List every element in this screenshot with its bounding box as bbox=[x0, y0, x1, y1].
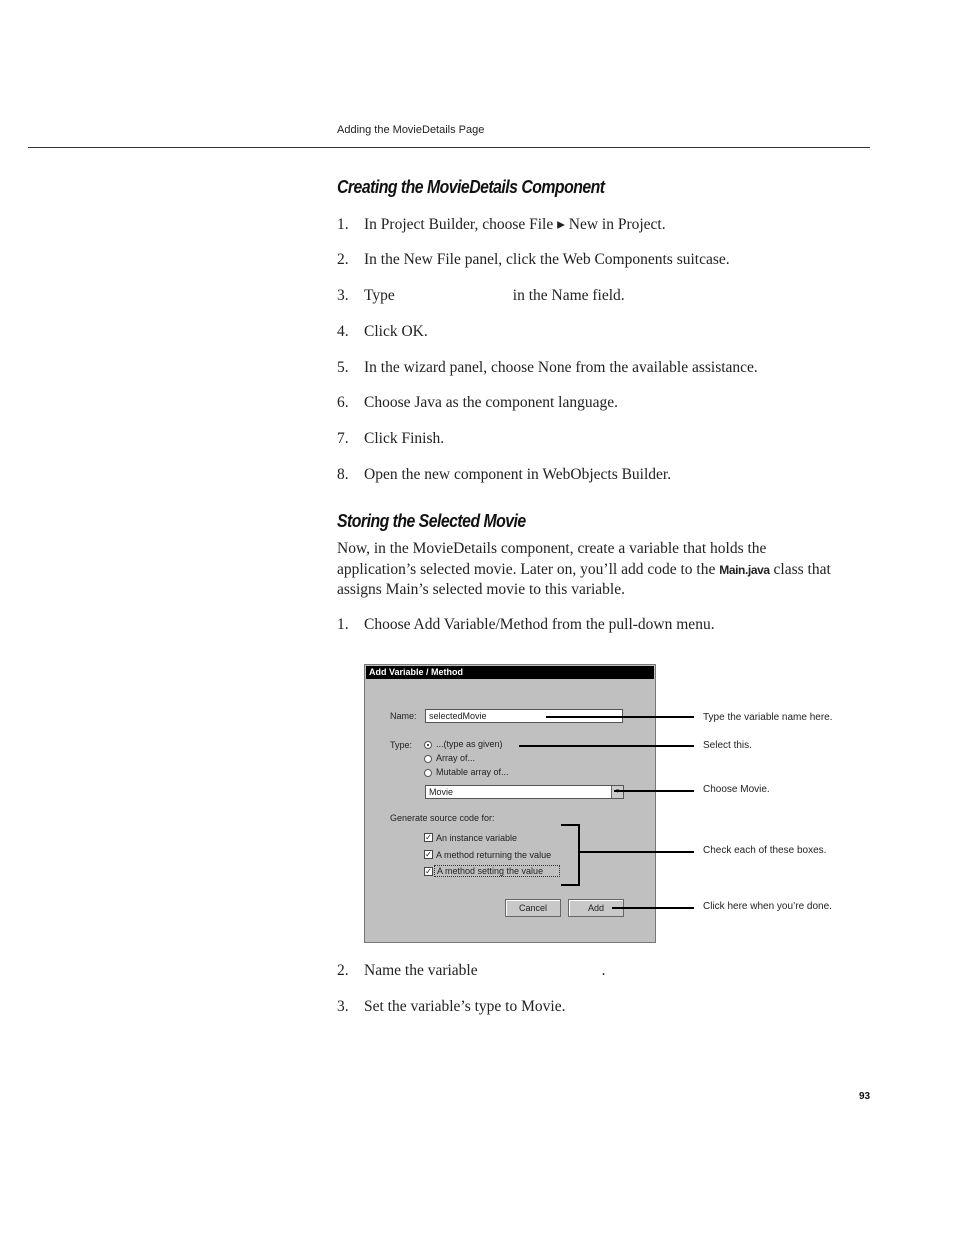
checkbox-method-returning-label: A method returning the value bbox=[436, 850, 552, 860]
add-variable-dialog bbox=[364, 664, 656, 943]
storing-step-2 bbox=[337, 962, 605, 980]
step-text: In Project Builder, choose File ▸ New in Project. bbox=[364, 216, 666, 233]
step-number: 2. bbox=[337, 962, 349, 979]
step-5 bbox=[337, 359, 758, 377]
step-text-name: Name the variable bbox=[364, 962, 478, 979]
header-rule bbox=[28, 147, 870, 148]
step-number: 2. bbox=[337, 251, 349, 268]
callout-select: Select this. bbox=[703, 740, 752, 751]
generate-label: Generate source code for: bbox=[390, 813, 495, 823]
step-number: 1. bbox=[337, 616, 349, 633]
callout-boxes: Check each of these boxes. bbox=[703, 845, 827, 856]
step-text-period: . bbox=[601, 962, 606, 979]
callout-line-name bbox=[546, 716, 694, 718]
step-text: Open the new component in WebObjects Builder. bbox=[364, 466, 672, 483]
name-input[interactable]: selectedMovie bbox=[425, 709, 623, 723]
storing-step-1 bbox=[337, 616, 715, 634]
step-number: 3. bbox=[337, 998, 349, 1015]
step-number: 7. bbox=[337, 430, 349, 447]
running-head: Adding the MovieDetails Page bbox=[337, 124, 485, 136]
checkbox-instance-variable-label: An instance variable bbox=[436, 833, 518, 843]
step-number: 8. bbox=[337, 466, 349, 483]
type-label: Type: bbox=[390, 740, 413, 750]
radio-array-of-label: Array of... bbox=[436, 753, 476, 763]
para-text-b: class that assigns Main’s selected movie to this variable. bbox=[337, 560, 831, 598]
step-text-type: Type bbox=[364, 287, 395, 304]
dropdown-arrow-icon[interactable] bbox=[611, 786, 623, 798]
section-heading-storing: Storing the Selected Movie bbox=[337, 511, 526, 531]
code-main-java: Main.java bbox=[719, 562, 770, 577]
step-2 bbox=[337, 251, 730, 269]
step-number: 1. bbox=[337, 216, 349, 233]
step-8 bbox=[337, 466, 671, 484]
checkbox-method-returning[interactable]: ✓ bbox=[425, 850, 432, 859]
step-number: 6. bbox=[337, 394, 349, 411]
radio-type-as-given[interactable] bbox=[424, 741, 432, 749]
section-heading-creating: Creating the MovieDetails Component bbox=[337, 177, 605, 197]
callout-line-select bbox=[519, 745, 694, 747]
step-1 bbox=[337, 215, 666, 234]
callout-line-boxes bbox=[580, 851, 694, 853]
step-text: Click Finish. bbox=[364, 430, 445, 447]
type-dropdown[interactable] bbox=[425, 785, 624, 799]
step-4 bbox=[337, 323, 428, 341]
step-number: 3. bbox=[337, 287, 349, 304]
add-button[interactable]: Add bbox=[568, 899, 624, 917]
callout-line-movie bbox=[614, 790, 694, 792]
radio-type-as-given-label: ...(type as given) bbox=[436, 739, 503, 749]
type-dropdown-value: Movie bbox=[429, 787, 454, 797]
radio-mutable-array-label: Mutable array of... bbox=[436, 767, 509, 777]
step-number: 5. bbox=[337, 359, 349, 376]
step-6 bbox=[337, 394, 618, 412]
name-label: Name: bbox=[390, 711, 417, 721]
step-3 bbox=[337, 287, 625, 305]
step-text: Set the variable’s type to Movie. bbox=[364, 998, 566, 1015]
step-text: Choose Add Variable/Method from the pull-down menu. bbox=[364, 616, 715, 633]
checkbox-method-setting[interactable]: ✓ bbox=[425, 867, 432, 876]
checkbox-instance-variable[interactable]: ✓ bbox=[425, 833, 432, 842]
step-text: Choose Java as the component language. bbox=[364, 394, 618, 411]
callout-movie: Choose Movie. bbox=[703, 784, 770, 795]
dialog-title: Add Variable / Method bbox=[366, 666, 654, 679]
radio-array-of[interactable] bbox=[424, 755, 432, 763]
step-text: In the wizard panel, choose None from the available assistance. bbox=[364, 359, 758, 376]
checkbox-bracket bbox=[561, 824, 580, 886]
callout-line-done bbox=[612, 907, 694, 909]
step-7 bbox=[337, 430, 444, 448]
callout-done: Click here when you’re done. bbox=[703, 901, 832, 912]
storing-step-3 bbox=[337, 998, 565, 1016]
cancel-button[interactable]: Cancel bbox=[505, 899, 561, 917]
step-number: 4. bbox=[337, 323, 349, 340]
page-number: 93 bbox=[859, 1091, 871, 1102]
intro-paragraph bbox=[337, 539, 847, 601]
step-text-name-field: in the Name field. bbox=[512, 287, 625, 304]
callout-name: Type the variable name here. bbox=[703, 712, 833, 723]
para-text-a: Now, in the MovieDetails component, create a variable that holds the application’s selected movie. Later on, you’ll add code to the bbox=[337, 540, 767, 578]
radio-mutable-array[interactable] bbox=[424, 769, 432, 777]
step-text: In the New File panel, click the Web Components suitcase. bbox=[364, 251, 730, 268]
checkbox-method-setting-label: A method setting the value bbox=[434, 865, 560, 877]
step-text: Click OK. bbox=[364, 323, 428, 340]
